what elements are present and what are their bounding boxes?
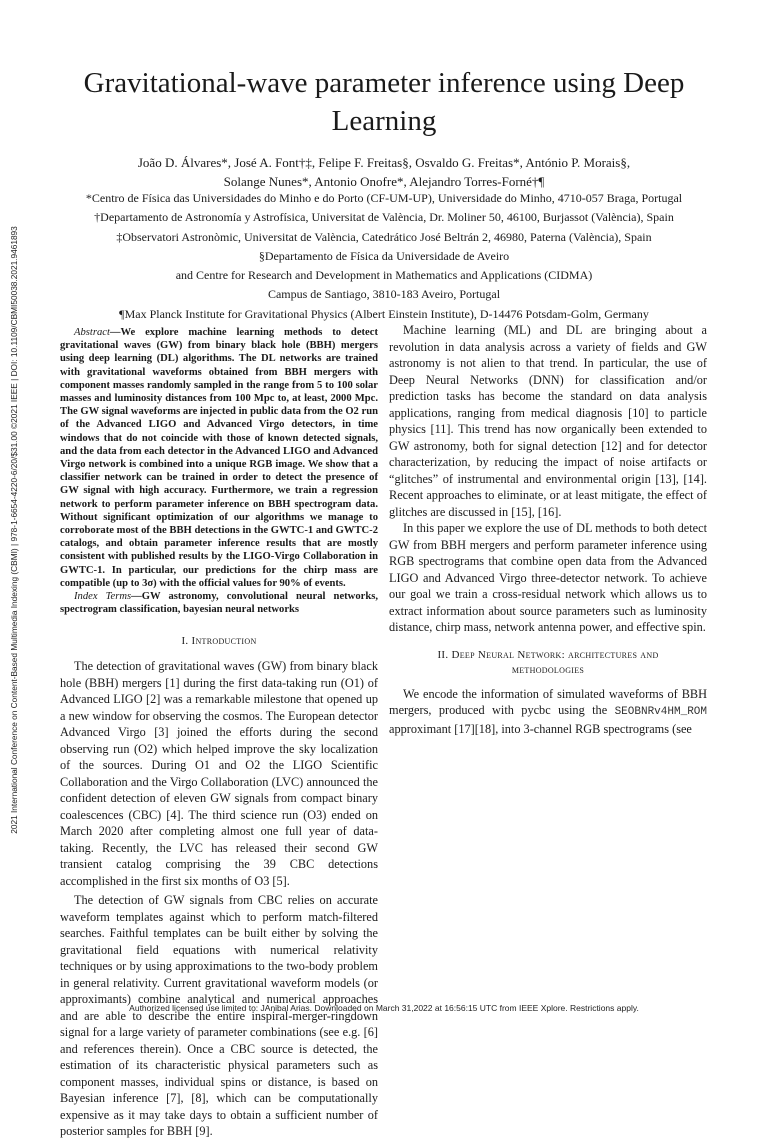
affiliation: ¶Max Planck Institute for Gravitational Physics (Albert Einstein Institute), D-14476 Potsdam-Golm, Germany [119,306,649,321]
intro-paragraph-4: In this paper we explore the use of DL methods to both detect GW from BBH mergers and perform parameter inference using RGB spectrograms that combine open data from the Advanced LIGO and Advanced Virgo three-detector network. To achieve our goal we train a cross-residual network which allows us to extract information about source parameters such as luminosity distance, chirp mass, network antenna power, and effective spin. [389,521,707,634]
dnn-paragraph-1 [389,686,707,738]
author-list [40,153,728,191]
section-heading-line: methodologies [511,663,585,676]
affiliation: †Departamento de Astronomía y Astrofísica, Universitat de València, Dr. Moliner 50, 46100, Burjassot (València), Spain [94,210,674,225]
abstract-text: —We explore machine learning methods to detect gravitational waves (GW) from binary black hole (BBH) mergers using deep learning (DL) algorithms. The DL networks are trained with gravitational waveforms obtained from BBH mergers with component masses randomly sampled in the range from 5 to 100 solar masses and luminosity distances from 100 Mpc to, at least, 2000 Mpc. The GW signal waveforms are injected in public data from the O2 run of the Advanced LIGO and Advanced Virgo detectors, in time windows that do not coincide with those of known detected signals, and the data from each detector in the Advanced LIGO and Advanced Virgo network is combined into a unique RGB image. We show that a classifier network can be trained in order to detect the presence of GW signal with high accuracy. Furthermore, we train a regression network to perform parameter inference on BBH spectrogram data. Without significant optimization of our algorithms we manage to corroborate most of the BBH detections in the GWTC-1 and GWTC-2 catalogs, and obtain parameter inference results that are mostly consistent with published results by the LIGO-Virgo Collaboration in GWTC-1. In particular, our predictions for the chirp mass are compatible (up to 3σ) with the official values for 90% of events. [60,327,378,589]
dnn-text: We encode the information of simulated waveforms of BBH mergers, produced with pycbc using the [389,686,707,717]
side-margin-citation [4,160,24,900]
intro-paragraph-3: Machine learning (ML) and DL are bringing about a revolution in data analysis across a variety of fields and GW astronomy is not alien to that trend. In particular, the use of Deep Neural Networks (DNN) for classification and/or prediction tasks has become the standard on data analysis applications, ranging from medical diagnosis [10] to particle physics [11]. This trend has now organically been extended to GW astronomy, both for signal detection [12] and for detector characterization, by reducing the impact of noise artifacts or “glitches” of instrumental and environmental origin [13], [14]. Recent approaches to eliminate, or at least mitigate, the effect of glitches are discussed in [15], [16]. [389,323,707,519]
index-terms [60,590,378,616]
section-heading-dnn [389,648,707,678]
affiliation: §Departamento de Física da Universidade de Aveiro [258,248,510,263]
abstract-label: Abstract [74,327,110,338]
abstract [60,326,378,590]
affiliation: Campus de Santiago, 3810-183 Aveiro, Portugal [267,287,501,302]
dnn-text: approximant [17][18], into 3-channel RGB spectrograms (see [389,721,692,736]
right-column [389,322,707,737]
intro-paragraph-1: The detection of gravitational waves (GW) from binary black hole (BBH) mergers [1] during the first data-taking run (O1) of Advanced LIGO [2] was a remarkable milestone that opened up a new window for observing the cosmos. The European detector Advanced Virgo [3] joined the efforts during the second observing run (O2) which helped improve the sky localization of the sources. During O1 and O2 the LIGO Scientific Collaboration and the Virgo Collaboration (LVC) announced the confident detection of eleven GW signals from compact binary coalescences (CBC) [4]. The third science run (O3) ended on March 2020 after completing almost one full year of data-taking. Recently, the LVC has released their second GW transient catalog comprising the 39 CBC detections accomplished in the first six months of O3 [5]. [60,659,378,888]
side-margin-text: 2021 International Conference on Content-Based Multimedia Indexing (CBMI) | 978-1-6654-4220-6/20/$31.00 ©2021 IEEE | DOI: 10.1109/CBMI50038.2021.9461893 [9,226,19,834]
index-terms-label: Index Terms [74,591,132,603]
affiliations [40,189,728,324]
affiliation: and Centre for Research and Development in Mathematics and Applications (CIDMA) [175,268,593,283]
author-line: João D. Álvares*, José A. Font†‡, Felipe F. Freitas§, Osvaldo G. Freitas*, António P. Morais§, [137,155,631,170]
paper-title: Gravitational-wave parameter inference using Deep Learning [83,67,685,137]
section-heading-line: II. Deep Neural Network: architectures and [437,648,659,661]
affiliation: ‡Observatori Astronòmic, Universitat de València, Catedrático José Beltrán 2, 46980, Paterna (València), Spain [116,229,652,244]
intro-paragraph-2: The detection of GW signals from CBC relies on accurate waveform templates against which to perform match-filtered searches. Faithful templates can be built either by solving the gravitational field equations with numerical relativity techniques or by using approximations to the two-body problem in general relativity. Current gravitational waveform models (or approximants) combine analytical and numerical approaches and are able to describe the entire inspiral-merger-ringdown signal for a large variety of parameter combinations (see e.g. [6] and references therein). Once a CBC source is detected, the estimation of its characteristic physical parameters such as component masses, individual spins or distance, is based on Bayesian inference [7], [8], which can be computationally expensive as it may take days to obtain a sufficient number of posterior samples for BBH [9]. [60,893,378,1139]
index-terms-text: —GW astronomy, convolutional neural networks, spectrogram classification, bayesian neural networks [60,591,378,616]
left-column [60,326,378,1140]
license-footer: Authorized licensed use limited to: JAnibal Arias. Downloaded on March 31,2022 at 16:56:15 UTC from IEEE Xplore. Restrictions apply. [129,1003,639,1013]
section-heading-introduction: I. Introduction [181,635,257,648]
approximant-code: SEOBNRv4HM_ROM [614,706,707,718]
author-line: Solange Nunes*, Antonio Onofre*, Alejandro Torres-Forné†¶ [223,174,545,189]
affiliation: *Centro de Física das Universidades do Minho e do Porto (CF-UM-UP), Universidade do Minho, 4710-057 Braga, Portugal [85,191,683,205]
